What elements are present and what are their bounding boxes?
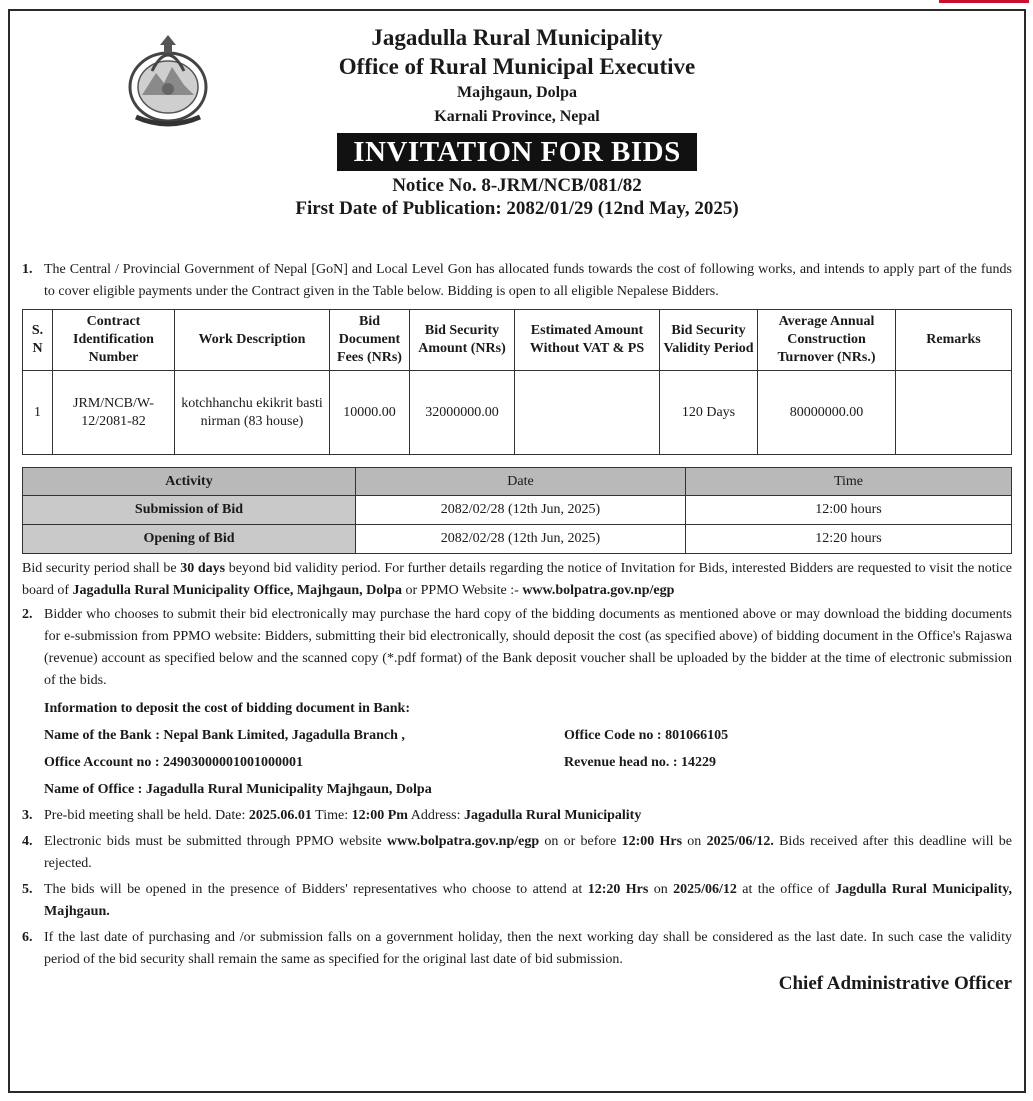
cell-remarks (896, 371, 1012, 455)
paragraph-4 (22, 831, 1012, 875)
th-date: Date (356, 468, 686, 496)
org-name: Jagadulla Rural Municipality (371, 25, 663, 50)
th-time: Time (686, 468, 1012, 496)
account-number: Office Account no : 24903000001001000001 (44, 755, 303, 770)
revenue-head: Revenue head no. : 14229 (564, 755, 717, 770)
cell-work-description: kotchhanchu ekikrit basti nirman (83 house) (175, 371, 330, 455)
item-number: 2. (22, 607, 33, 622)
cell-turnover: 80000000.00 (758, 371, 896, 455)
text: on (648, 882, 674, 897)
table-row (23, 371, 1012, 455)
paragraph-5 (22, 879, 1012, 923)
bold-text: 2025.06.01 (248, 808, 312, 823)
paragraph-text: If the last date of purchasing and /or submission falls on a government holiday, then the next working day shall be considered as the last date. In such case the validity period of the bid security shall remain the same as specified for the original last date of bid submission. (44, 930, 1012, 967)
corner-accent (939, 0, 1029, 3)
cell-bid-security: 32000000.00 (410, 371, 515, 455)
header (22, 23, 1012, 255)
signature: Chief Administrative Officer (778, 973, 1012, 994)
cell-bid-fee: 10000.00 (330, 371, 410, 455)
th-remarks: Remarks (896, 310, 1012, 371)
paragraph-text (44, 831, 1012, 875)
text: Pre-bid meeting shall be held. Date: (44, 808, 249, 823)
address-line-1: Majhgaun, Dolpa (456, 84, 578, 101)
item-number: 4. (22, 834, 33, 849)
bank-info (22, 695, 1012, 803)
table-row (23, 496, 1012, 525)
th-contract-id: Contract Identification Number (53, 310, 175, 371)
activity-table-header (23, 468, 1012, 496)
th-validity: Bid Security Validity Period (660, 310, 758, 371)
text: at the office of (736, 882, 836, 897)
bold-text: Jagadulla Rural Municipality (463, 808, 642, 823)
paragraph-text (44, 879, 1012, 923)
paragraph-text (44, 805, 1012, 827)
text: Time: (311, 808, 352, 823)
paragraph-3 (22, 805, 1012, 827)
th-estimated-amount: Estimated Amount Without VAT & PS (515, 310, 660, 371)
bold-text: 2025/06/12 (673, 882, 737, 897)
item-number: 6. (22, 930, 33, 945)
office-name: Office of Rural Municipal Executive (338, 54, 696, 79)
notice-frame (8, 9, 1026, 1093)
paragraph-6 (22, 927, 1012, 971)
website-link[interactable]: www.bolpatra.gov.np/egp (387, 834, 540, 849)
text: Bids received after this deadline will be rejected. (44, 834, 1012, 871)
paragraph-2 (22, 604, 1012, 692)
bold-text: 12:20 Hrs (587, 882, 649, 897)
note-text: beyond bid validity period. For further details regarding the notice of Invitation for Bids, interested Bidders are requested to visit the notice board of (22, 561, 1013, 598)
notice-number: Notice No. 8-JRM/NCB/081/82 (392, 175, 642, 196)
item-number: 3. (22, 808, 33, 823)
item-number: 5. (22, 882, 33, 897)
cell-time: 12:00 hours (686, 496, 1012, 525)
bank-info-title: Information to deposit the cost of bidding document in Bank: (44, 701, 410, 716)
page-title: INVITATION FOR BIDS (337, 133, 696, 171)
th-activity: Activity (23, 468, 356, 496)
cell-estimated-amount (515, 371, 660, 455)
cell-contract-id: JRM/NCB/W-12/2081-82 (53, 371, 175, 455)
item-number: 1. (22, 262, 33, 277)
bank-name: Name of the Bank : Nepal Bank Limited, Jagadulla Branch , (44, 728, 405, 743)
th-work-description: Work Description (175, 310, 330, 371)
bold-text: 12:00 Pm (351, 808, 408, 823)
cell-date: 2082/02/28 (12th Jun, 2025) (356, 496, 686, 525)
paragraph-text: Bidder who chooses to submit their bid electronically may purchase the hard copy of the bidding documents as mentioned above or may download the bidding documents for e-submission from PPMO website: Bidders, submitting their bid electronically, should deposit the cost (as specified above) of bidding document in the Office's Rajaswa (revenue) account as specified below and the scanned copy (*.pdf format) of the Bank deposit voucher shall be uploaded by the bidder at the time of electronic submission of the bids. (44, 607, 1012, 688)
paragraph-1 (22, 259, 1012, 303)
text: on or before (539, 834, 622, 849)
th-sn: S. N (23, 310, 53, 371)
cell-activity: Opening of Bid (23, 525, 356, 554)
publication-date: First Date of Publication: 2082/01/29 (12nd May, 2025) (295, 198, 739, 219)
website-link[interactable]: www.bolpatra.gov.np/egp (522, 583, 675, 598)
text: Electronic bids must be submitted through PPMO website (44, 834, 388, 849)
cell-time: 12:20 hours (686, 525, 1012, 554)
office-code: Office Code no : 801066105 (564, 728, 729, 743)
th-turnover: Average Annual Construction Turnover (NRs.) (758, 310, 896, 371)
text: Address: (407, 808, 464, 823)
cell-activity: Submission of Bid (23, 496, 356, 525)
cell-sn: 1 (23, 371, 53, 455)
note-text: Bid security period shall be (22, 561, 181, 576)
address-line-2: Karnali Province, Nepal (434, 108, 600, 125)
bid-table-header (23, 310, 1012, 371)
office-name: Name of Office : Jagadulla Rural Municipality Majhgaun, Dolpa (44, 782, 432, 797)
activity-table (22, 467, 1012, 554)
text: on (682, 834, 707, 849)
security-note (22, 558, 1012, 602)
th-bid-fee: Bid Document Fees (NRs) (330, 310, 410, 371)
bank-row (44, 722, 1012, 749)
bank-row (44, 749, 1012, 776)
th-bid-security: Bid Security Amount (NRs) (410, 310, 515, 371)
bid-table (22, 309, 1012, 455)
bold-text: Jagdulla Rural Municipality, Majhgaun. (44, 882, 1012, 919)
bold-text: 2025/06/12. (706, 834, 774, 849)
note-text: or PPMO Website :- (401, 583, 523, 598)
table-row (23, 525, 1012, 554)
paragraph-text: The Central / Provincial Government of Nepal [GoN] and Local Level Gon has allocated funds towards the cost of following works, and intends to apply part of the funds to cover eligible payments under the Contract given in the Table below. Bidding is open to all eligible Nepalese Bidders. (44, 262, 1012, 299)
nepal-emblem-icon (122, 31, 214, 131)
note-bold: Jagadulla Rural Municipality Office, Majhgaun, Dolpa (72, 583, 402, 598)
cell-date: 2082/02/28 (12th Jun, 2025) (356, 525, 686, 554)
text: The bids will be opened in the presence of Bidders' representatives who choose to attend at (44, 882, 588, 897)
cell-validity: 120 Days (660, 371, 758, 455)
bold-text: 12:00 Hrs (621, 834, 683, 849)
note-bold: 30 days (180, 561, 226, 576)
